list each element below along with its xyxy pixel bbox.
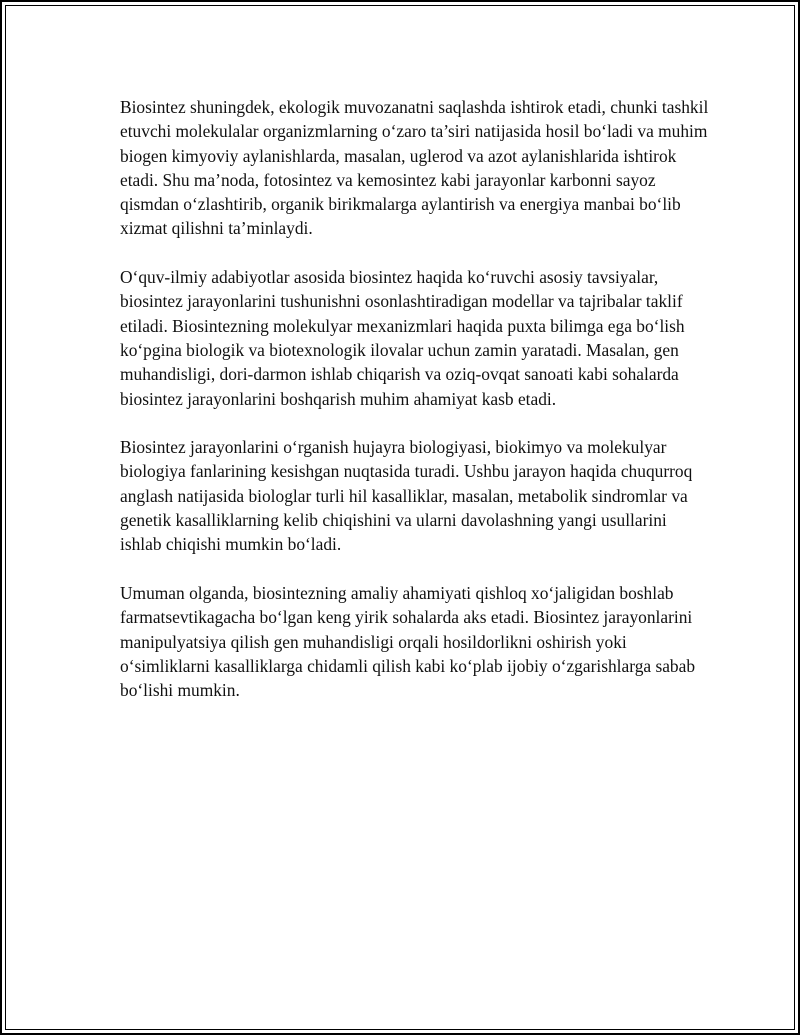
document-body	[120, 95, 710, 727]
paragraph-1: Biosintez shuningdek, ekologik muvozanatni saqlashda ishtirok etadi, chunki tashkil etuvchi molekulalar organizmlarning o‘zaro ta’siri natijasida hosil bo‘ladi va muhim biogen kimyoviy aylanishlarda, masalan, uglerod va azot aylanishlarida ishtirok etadi. Shu ma’noda, fotosintez va kemosintez kabi jarayonlar karbonni sayoz qismdan o‘zlashtirib, organik birikmalarga aylantirish va energiya manbai bo‘lib xizmat qilishni ta’minlaydi.	[120, 97, 709, 239]
paragraph-2: O‘quv-ilmiy adabiyotlar asosida biosintez haqida ko‘ruvchi asosiy tavsiyalar, biosintez jarayonlarini tushunishni osonlashtiradigan modellar va tajribalar taklif etiladi. Biosintezning molekulyar mexanizmlari haqida puxta bilimga ega bo‘lish ko‘pgina biologik va biotexnologik ilovalar uchun zamin yaratadi. Masalan, gen muhandisligi, dori-darmon ishlab chiqarish va oziq-ovqat sanoati kabi sohalarda biosintez jarayonlarini boshqarish muhim ahamiyat kasb etadi.	[120, 267, 685, 409]
paragraph-3: Biosintez jarayonlarini o‘rganish hujayra biologiyasi, biokimyo va molekulyar biologiya fanlarining kesishgan nuqtasida turadi. Ushbu jarayon haqida chuqurroq anglash natijasida biologlar turli hil kasalliklar, masalan, metabolik sindromlar va genetik kasalliklarning kelib chiqishini va ularni davolashning yangi usullarini ishlab chiqishi mumkin bo‘ladi.	[120, 437, 693, 555]
paragraph-4: Umuman olganda, biosintezning amaliy ahamiyati qishloq xo‘jaligidan boshlab farmatsevtikagacha bo‘lgan keng yirik sohalarda aks etadi. Biosintez jarayonlarini manipulyatsiya qilish gen muhandisligi orqali hosildorlikni oshirish yoki o‘simliklarni kasalliklarga chidamli qilish kabi ko‘plab ijobiy o‘zgarishlarga sabab bo‘lishi mumkin.	[120, 582, 696, 701]
